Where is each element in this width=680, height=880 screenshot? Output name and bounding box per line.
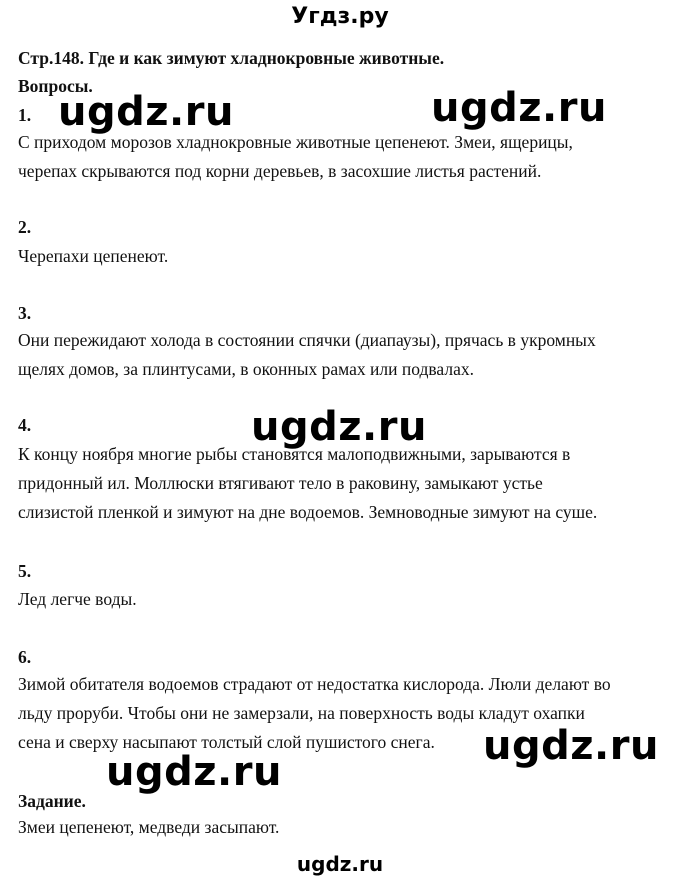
answer-line: К концу ноября многие рыбы становятся малоподвижными, зарываются в	[18, 444, 571, 464]
answer-line: Лед легче воды.	[18, 589, 137, 609]
answer-4	[18, 440, 668, 527]
answer-3	[18, 326, 668, 384]
site-header: Угдз.ру	[291, 4, 389, 29]
answer-line: сена и сверху насыпают толстый слой пушистого снега.	[18, 732, 435, 752]
answer-5	[18, 585, 668, 614]
watermark: ugdz.ru	[251, 404, 427, 450]
answer-line: Черепахи цепенеют.	[18, 246, 169, 266]
answer-line: Змеи цепенеют, медведи засыпают.	[18, 817, 280, 837]
answer-line: Они пережидают холода в состоянии спячки (диапаузы), прячась в укромных	[18, 330, 596, 350]
question-number-6: 6.	[18, 647, 32, 667]
answer-line: Зимой обитателя водоемов страдают от недостатка кислорода. Люли делают во	[18, 674, 611, 694]
answer-line: С приходом морозов хладнокровные животные цепенеют. Змеи, ящерицы,	[18, 132, 573, 152]
page-title: Стр.148. Где и как зимуют хладнокровные животные.	[18, 48, 445, 68]
answer-line: льду проруби. Чтобы они не замерзали, на поверхность воды кладут охапки	[18, 703, 585, 723]
answer-line: черепах скрываются под корни деревьев, в засохшие листья растений.	[18, 161, 542, 181]
watermark: ugdz.ru	[483, 723, 659, 769]
task-answer	[18, 813, 668, 842]
answer-line: щелях домов, за плинтусами, в оконных рамах или подвалах.	[18, 359, 474, 379]
site-footer: ugdz.ru	[296, 852, 384, 876]
answer-line: слизистой пленкой и зимуют на дне водоемов. Земноводные зимуют на суше.	[18, 502, 598, 522]
watermark: ugdz.ru	[58, 89, 234, 135]
answer-1	[18, 128, 668, 186]
answer-line: придонный ил. Моллюски втягивают тело в раковину, замыкают устье	[18, 473, 543, 493]
question-number-3: 3.	[18, 303, 32, 323]
watermark: ugdz.ru	[106, 749, 282, 795]
section-heading: Вопросы.	[18, 76, 93, 96]
answer-2	[18, 242, 668, 271]
task-heading: Задание.	[18, 791, 86, 811]
question-number-2: 2.	[18, 217, 32, 237]
question-number-4: 4.	[18, 415, 32, 435]
question-number-1: 1.	[18, 105, 32, 125]
question-number-5: 5.	[18, 561, 32, 581]
watermark: ugdz.ru	[431, 85, 607, 131]
